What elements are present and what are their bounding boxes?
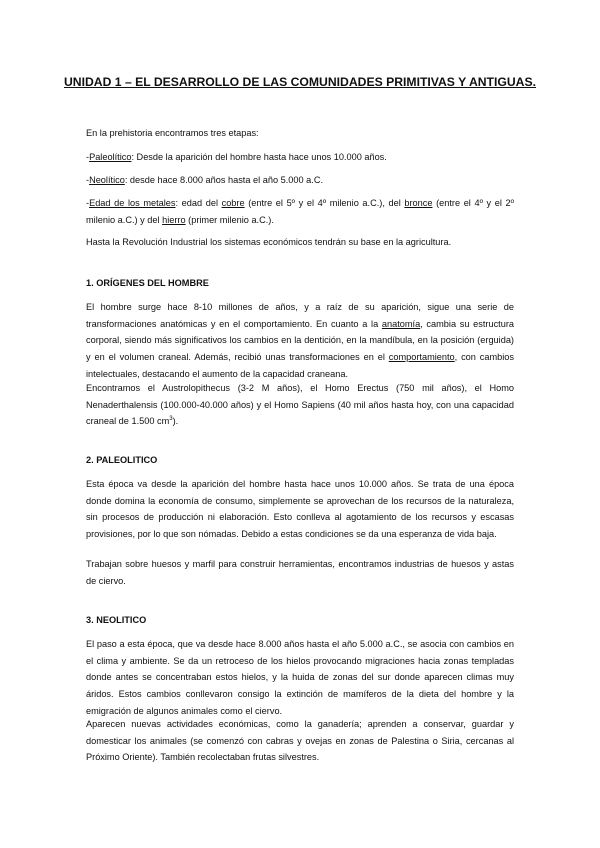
page-title: UNIDAD 1 – EL DESARROLLO DE LAS COMUNIDADES PRIMITIVAS Y ANTIGUAS.	[64, 75, 536, 89]
section-3-paragraph-2: Aparecen nuevas actividades económicas, como la ganadería; aprenden a conservar, guardar y domesticar los animales (se comenzó con cabras y ovejas en zonas de Palestina o Siria, cercanas al Próximo Oriente). También recolectaban frutas silvestres.	[86, 719, 514, 763]
section-1-paragraph-2	[86, 380, 514, 430]
section-3-heading: 3. NEOLITICO	[86, 615, 147, 625]
section-2-paragraph-1: Esta época va desde la aparición del hombre hasta hace unos 10.000 años. Se trata de una época donde domina la economía de consumo, simplemente se aprovechan de los recursos de la naturaleza, sin procesos de producción ni elaboración. Esto conlleva al agotamiento de los recursos y escasas provisiones, por lo que son nómadas. Debido a estas condiciones se da una esperanza de vida baja.	[86, 479, 514, 540]
intro-item-metales: -Edad de los metales: edad del cobre (entre el 5º y el 4º milenio a.C.), del bronce (entre el 4º y el 2º milenio a.C.) y del hierro (primer milenio a.C.).	[86, 198, 514, 225]
term-cobre: cobre	[221, 198, 245, 208]
neolitico-text: : desde hace 8.000 años hasta el año 5.000 a.C.	[124, 175, 324, 185]
intro-revolucion: Hasta la Revolución Industrial los sistemas económicos tendrán su base en la agricultura.	[86, 237, 452, 247]
s1-text-a: El hombre surge hace 8-10 millones de años, y a raíz de su aparición, sigue una serie de transformaciones anatómicas y en el comportamiento. En cuanto a la	[86, 302, 514, 329]
metales-text-3: (entre el 4º y el 2º milenio a.C.) y del	[86, 198, 514, 225]
intro-item-neolitico: -Neolítico: desde hace 8.000 años hasta el año 5.000 a.C.	[86, 175, 324, 185]
term-edad-metales: Edad de los metales	[89, 198, 176, 208]
s1-p2-text-b: ).	[172, 416, 179, 427]
superscript-3: 3	[169, 416, 173, 423]
paleolitico-text: : Desde la aparición del hombre hasta hace unos 10.000 años.	[131, 152, 387, 162]
metales-text-1: : edad del	[175, 198, 222, 208]
section-2-heading: 2. PALEOLITICO	[86, 455, 158, 465]
term-hierro: hierro	[162, 214, 186, 225]
section-1-heading: 1. ORÍGENES DEL HOMBRE	[86, 278, 209, 288]
section-2-paragraph-2: Trabajan sobre huesos y marfil para construir herramientas, encontramos industrias de huesos y astas de ciervo.	[86, 559, 514, 586]
metales-text-2: (entre el 5º y el 4º milenio a.C.), del	[244, 198, 405, 208]
metales-text-4: (primer milenio a.C.).	[185, 214, 274, 225]
term-paleolitico: Paleolítico	[89, 152, 132, 162]
term-bronce: bronce	[404, 198, 433, 208]
intro-item-paleolitico: -Paleolítico: Desde la aparición del hombre hasta hace unos 10.000 años.	[86, 152, 387, 162]
term-neolitico: Neolítico	[89, 175, 125, 185]
term-comportamiento: comportamiento	[388, 352, 455, 363]
s1-text-b: , cambia su estructura corporal, siendo más significativos los cambios en la dentición, en la mandíbula, en la posición (erguida) y en el volumen craneal. Además, recibió unas transformaciones en el	[86, 318, 514, 363]
s1-p2-text-a: Encontramos el Austrolopithecus (3-2 M años), el Homo Erectus (750 mil años), el Homo Nenaderthalensis (100.000-40.000 años) y el Homo Sapiens (40 mil años hasta hoy, con una capacidad craneal de 1.500 cm	[86, 383, 514, 427]
term-anatomia: anatomía	[381, 318, 421, 329]
intro-lead: En la prehistoria encontramos tres etapas:	[86, 128, 259, 138]
section-3-paragraph-1: El paso a esta época, que va desde hace 8.000 años hasta el año 5.000 a.C., se asocia con cambios en el clima y ambiente. Se da un retroceso de los hielos provocando migraciones hacia zonas templadas donde antes se concentraban estos hielos, y la huida de zonas del sur donde aparecen climas muy áridos. Estos cambios conllevaron consigo la extinción de mamíferos de la dieta del hombre y la emigración de algunos animales como el ciervo.	[86, 639, 514, 716]
s1-text-c: , con cambios intelectuales, destacando el aumento de la capacidad craneana.	[86, 352, 515, 379]
section-1-paragraph-1	[86, 299, 514, 383]
